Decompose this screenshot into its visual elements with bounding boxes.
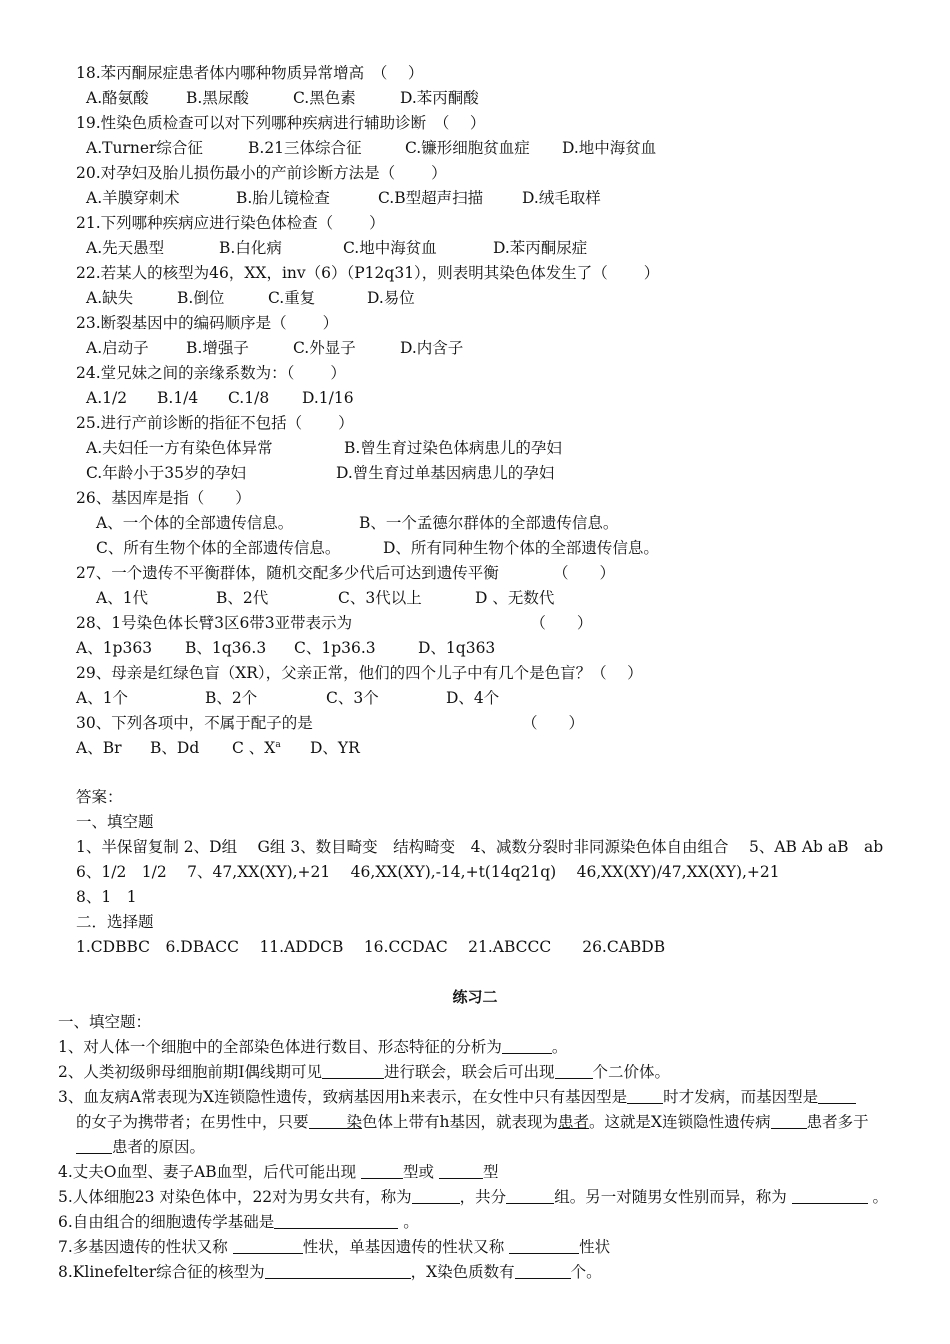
answers-fill-heading: 一、填空题 (76, 813, 154, 831)
option: C.重复 (268, 289, 316, 307)
options-24 (76, 386, 916, 411)
option: C、3个 (326, 689, 379, 707)
option: B、2个 (205, 689, 258, 707)
superscript: a (275, 740, 281, 750)
option: C.年龄小于35岁的孕妇 (86, 464, 246, 482)
options-28 (76, 636, 916, 661)
option: D、4个 (446, 689, 500, 707)
exercise-title: 练习二 (452, 988, 498, 1006)
option: C.1/8 (228, 389, 270, 407)
exercise2-section (58, 1010, 898, 1285)
question-23: 23.断裂基因中的编码顺序是（ ） (76, 314, 339, 332)
fill-question-2: 2、人类初级卵母细胞前期Ⅰ偶线期可见 进行联会，联会后可出现 个二价体。 (58, 1063, 671, 1081)
answers-title: 答案： (76, 788, 123, 806)
fill-question-6: 6.自由组合的细胞遗传学基础是 。 (58, 1213, 419, 1231)
option: C.黑色素 (293, 89, 356, 107)
option: C 、$X^a$ (232, 739, 281, 757)
answers-line: 1、半保留复制 2、D组 G组 3、数目畸变 结构畸变 4、减数分裂时非同源染色体自由组合 5、AB Ab aB ab (76, 838, 884, 856)
answer-blank[interactable] (818, 1087, 856, 1104)
option: C.镰形细胞贫血症 (405, 139, 530, 157)
option: D、1q363 (418, 639, 496, 657)
question-20: 20.对孕妇及胎儿损伤最小的产前诊断方法是（ ） (76, 164, 447, 182)
answer-blank[interactable] (555, 1062, 593, 1079)
exercise-title-row (0, 985, 950, 1010)
question-29: 29、母亲是红绿色盲（XR），父亲正常，他们的四个儿子中有几个是色盲？（ ） (76, 664, 643, 682)
option: D 、无数代 (475, 589, 555, 607)
options-22 (76, 286, 916, 311)
question-28: 28、1号染色体长臂3区6带3亚带表示为 （ ） (76, 614, 593, 632)
options-26b (76, 536, 916, 561)
option: C.B型超声扫描 (378, 189, 484, 207)
choice-questions (76, 61, 916, 761)
option: B、一个孟德尔群体的全部遗传信息。 (359, 514, 619, 532)
options-20 (76, 186, 916, 211)
option: B.白化病 (219, 239, 282, 257)
option: B.曾生育过染色体病患儿的孕妇 (344, 439, 562, 457)
option: A、1p363 (76, 639, 153, 657)
options-18 (76, 86, 916, 111)
option: A.启动子 (86, 339, 149, 357)
option: D、YR (310, 739, 360, 757)
option: A.酪氨酸 (86, 89, 149, 107)
answer-blank[interactable] (76, 1137, 112, 1154)
options-19 (76, 136, 916, 161)
option: D.内含子 (400, 339, 464, 357)
option: D.绒毛取样 (522, 189, 601, 207)
answer-blank[interactable] (509, 1237, 579, 1254)
answer-blank[interactable] (322, 1062, 384, 1079)
option: D、所有同种生物个体的全部遗传信息。 (383, 539, 659, 557)
options-25a (76, 436, 916, 461)
answer-blank[interactable] (309, 1112, 347, 1129)
answer-blank[interactable] (627, 1087, 663, 1104)
question-27: 27、一个遗传不平衡群体，随机交配多少代后可达到遗传平衡 （ ） (76, 564, 615, 582)
question-26: 26、基因库是指（ ） (76, 489, 251, 507)
option: A.夫妇任一方有染色体异常 (86, 439, 273, 457)
option: A.1/2 (86, 389, 128, 407)
option: D.1/16 (302, 389, 354, 407)
answer-blank[interactable] (361, 1162, 403, 1179)
answers-line: 1.CDBBC 6.DBACC 11.ADDCB 16.CCDAC 21.ABCCC 26.CABDB (76, 938, 666, 956)
answer-blank[interactable] (412, 1187, 460, 1204)
option: D.地中海贫血 (562, 139, 657, 157)
option: B、2代 (216, 589, 269, 607)
options-25b (76, 461, 916, 486)
option: B、Dd (150, 739, 200, 757)
fill-question-8: 8.Klinefelter综合征的核型为 ，X染色质数有 个。 (58, 1263, 602, 1281)
option: B.1/4 (157, 389, 199, 407)
option: C、所有生物个体的全部遗传信息。 (96, 539, 341, 557)
option: C、3代以上 (338, 589, 422, 607)
question-21: 21.下列哪种疾病应进行染色体检查（ ） (76, 214, 385, 232)
fill-question-5: 5.人体细胞23 对染色体中，22对为男女共有，称为 ，共分 组。另一对随男女性别而异，称为 。 (58, 1188, 889, 1206)
option: D.苯丙酮酸 (400, 89, 479, 107)
answer-blank[interactable] (506, 1187, 554, 1204)
option: B.增强子 (186, 339, 249, 357)
option: A、1个 (76, 689, 129, 707)
option: B、1q36.3 (185, 639, 267, 657)
answer-blank[interactable] (502, 1037, 552, 1054)
answer-blank[interactable] (771, 1112, 807, 1129)
option: D.曾生育过单基因病患儿的孕妇 (336, 464, 555, 482)
option: A.羊膜穿刺术 (86, 189, 180, 207)
option: B.倒位 (177, 289, 225, 307)
option: A、Br (76, 739, 122, 757)
option: D.苯丙酮尿症 (493, 239, 588, 257)
answers-choice-heading: 二．选择题 (76, 913, 154, 931)
options-30 (76, 736, 916, 761)
answer-blank[interactable] (792, 1187, 868, 1204)
question-24: 24.堂兄妹之间的亲缘系数为：（ ） (76, 364, 346, 382)
option: A、1代 (96, 589, 149, 607)
answers-line: 8、1 1 (76, 888, 137, 906)
option: B.胎儿镜检查 (236, 189, 330, 207)
fill-question-7: 7.多基因遗传的性状又称 性状，单基因遗传的性状又称 性状 (58, 1238, 611, 1256)
option: B.21三体综合征 (248, 139, 362, 157)
answer-blank[interactable] (515, 1262, 571, 1279)
question-18: 18.苯丙酮尿症患者体内哪种物质异常增高 （ ） (76, 64, 424, 82)
answers-section (76, 785, 916, 960)
option: C.外显子 (293, 339, 356, 357)
option: A、一个体的全部遗传信息。 (96, 514, 294, 532)
option: A.缺失 (86, 289, 134, 307)
option: B.黑尿酸 (186, 89, 249, 107)
question-22: 22.若某人的核型为46，XX，inv（6）（P12q31），则表明其染色体发生了（ ） (76, 264, 660, 282)
answers-line: 6、1/2 1/2 7、47,XX(XY),+21 46,XX(XY),-14,+t(14q21q) 46,XX(XY)/47,XX(XY),+21 (76, 863, 780, 881)
section-heading: 一、填空题： (58, 1013, 152, 1031)
answer-blank[interactable] (265, 1262, 411, 1279)
option: A.Turner综合征 (86, 139, 203, 157)
options-26a (76, 511, 916, 536)
answer-blank[interactable] (274, 1212, 398, 1229)
options-21 (76, 236, 916, 261)
fill-question-1: 1、对人体一个细胞中的全部染色体进行数目、形态特征的分析为 。 (58, 1038, 568, 1056)
option: C.地中海贫血 (343, 239, 437, 257)
options-29 (76, 686, 916, 711)
fill-question-3: 3、血友病A常表现为X连锁隐性遗传，致病基因用h来表示，在女性中只有基因型是 时才发病，而基因型是 的女子为携带者；在男性中，只要 染色体上带有h基因，就表现为患者。这就是X连锁隐性遗传病 患者多于患者的原因。 (58, 1088, 869, 1156)
question-19: 19.性染色质检查可以对下列哪种疾病进行辅助诊断 （ ） (76, 114, 486, 132)
option: D.易位 (367, 289, 415, 307)
fill-question-4: 4.丈夫O血型、妻子AB血型，后代可能出现 型或 型 (58, 1163, 499, 1181)
option: A.先天愚型 (86, 239, 165, 257)
answer-blank[interactable] (233, 1237, 303, 1254)
question-25: 25.进行产前诊断的指征不包括（ ） (76, 414, 354, 432)
options-23 (76, 336, 916, 361)
option: C、1p36.3 (294, 639, 376, 657)
answer-blank[interactable] (439, 1162, 483, 1179)
question-30: 30、下列各项中，不属于配子的是 （ ） (76, 714, 584, 732)
options-27 (76, 586, 916, 611)
